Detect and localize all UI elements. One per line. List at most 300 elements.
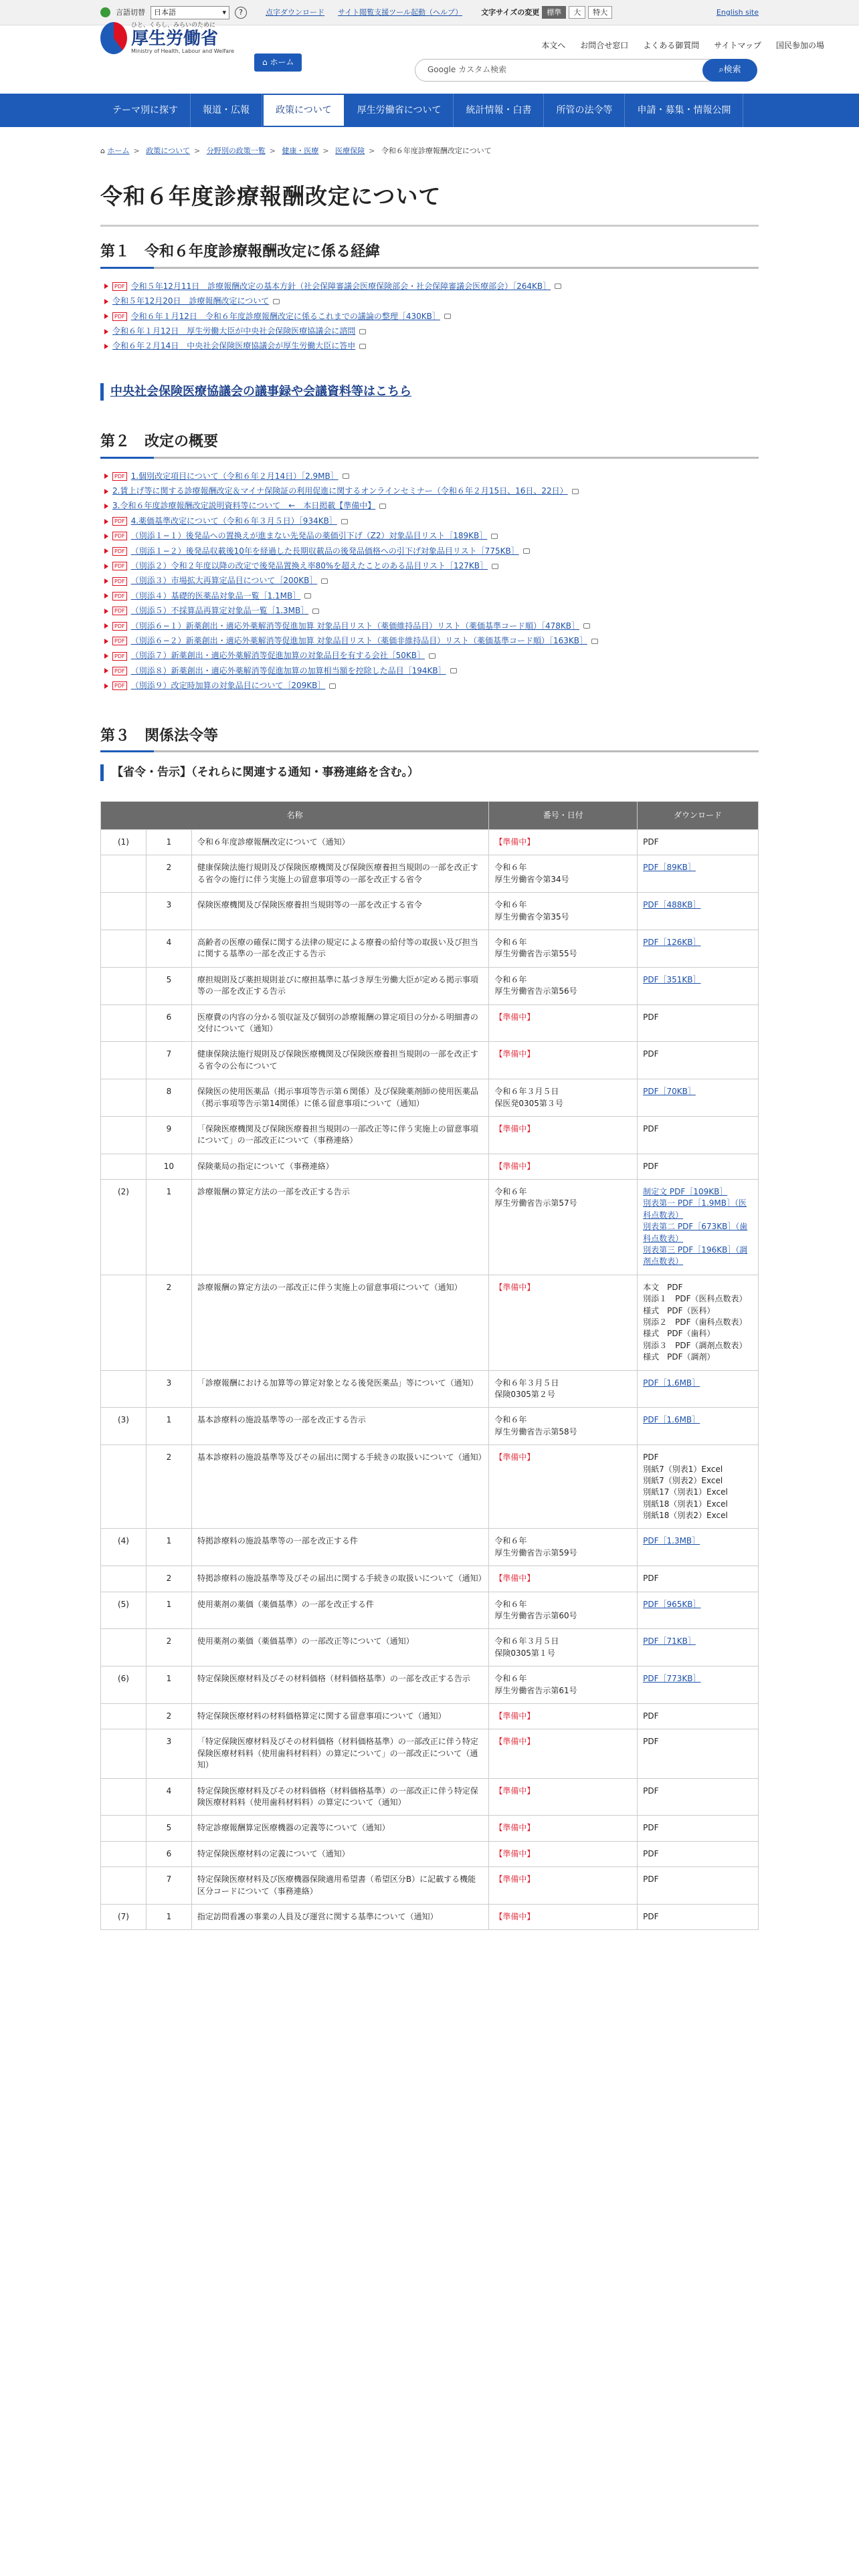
table-header-row bbox=[101, 802, 759, 830]
row-download[interactable] bbox=[638, 1042, 759, 1079]
row-group bbox=[101, 1370, 147, 1408]
row-download-text[interactable]: PDF bbox=[643, 1574, 659, 1584]
external-window-icon bbox=[591, 639, 598, 644]
global-nav bbox=[0, 94, 859, 127]
row-name-text: 基本診療料の施設基準等及びその届出に関する手続きの取扱いについて（通知） bbox=[197, 1453, 486, 1463]
row-number-text: 4 bbox=[166, 1786, 172, 1796]
list-item bbox=[104, 486, 759, 497]
row-number-text: 1 bbox=[166, 1674, 172, 1684]
row-ref bbox=[489, 1180, 638, 1275]
external-window-icon bbox=[329, 683, 336, 689]
row-number bbox=[146, 1529, 191, 1566]
logo-english: Ministry of Health, Labour and Welfare bbox=[131, 48, 235, 55]
row-ref bbox=[489, 1729, 638, 1778]
bullet-arrow-icon bbox=[104, 609, 108, 614]
bullet-arrow-icon bbox=[104, 299, 108, 304]
row-group bbox=[101, 1154, 147, 1179]
row-ref-text: 令和６年 厚生労働省令第35号 bbox=[494, 900, 569, 922]
row-number bbox=[146, 1566, 191, 1592]
row-ref-text: 【準備中】 bbox=[494, 1049, 535, 1059]
bullet-arrow-icon bbox=[104, 489, 108, 494]
list-link[interactable]: 令和５年12月20日 診療報酬改定について bbox=[112, 296, 270, 306]
list-item bbox=[104, 530, 759, 542]
search-input[interactable]: Google カスタム検索 bbox=[415, 59, 749, 82]
row-ref bbox=[489, 1841, 638, 1866]
row-download-text[interactable]: 本文 PDF 別添１ PDF（医科点数表） 様式 PDF（医科） 別添２ PDF（歯科点数表） 様式 PDF（歯科） 別添３ PDF（調剤点数表） 様式 PDF（調剤） bbox=[643, 1282, 747, 1362]
pdf-icon: PDF bbox=[112, 652, 127, 661]
table-row bbox=[101, 1529, 759, 1566]
col-number-header: 番号・日付 bbox=[489, 802, 638, 830]
row-group-text: (7) bbox=[117, 1911, 129, 1921]
row-download-text[interactable]: PDF bbox=[643, 1848, 659, 1858]
row-number bbox=[146, 855, 191, 893]
list-link[interactable]: （別添９）改定時加算の対象品目について［209KB］ bbox=[130, 681, 326, 691]
list-link[interactable]: （別添１−２）後発品収載後10年を経過した長期収載品の後発品価格への引下げ対象品目リスト［775KB］ bbox=[130, 546, 519, 556]
row-number-text: 2 bbox=[166, 863, 172, 873]
row-download[interactable] bbox=[638, 1904, 759, 1929]
row-ref bbox=[489, 1042, 638, 1079]
row-ref-text: 令和６年 厚生労働省告示第60号 bbox=[494, 1599, 577, 1621]
table-row bbox=[101, 1154, 759, 1179]
bullet-arrow-icon bbox=[104, 668, 108, 673]
row-number-text: 2 bbox=[166, 1282, 172, 1292]
external-window-icon bbox=[429, 653, 436, 659]
row-number bbox=[146, 1180, 191, 1275]
pdf-icon: PDF bbox=[112, 607, 127, 615]
breadcrumb: ⌂ ホーム > 政策について > 分野別の政策一覧 > 健康・医療 > 医療保険 > 令和６年度診療報酬改定について bbox=[100, 146, 492, 155]
row-download[interactable] bbox=[638, 855, 759, 893]
row-name bbox=[191, 1729, 488, 1778]
row-number bbox=[146, 1729, 191, 1778]
row-number-text: 1 bbox=[166, 837, 172, 847]
row-download[interactable] bbox=[638, 1816, 759, 1841]
table-row bbox=[101, 1629, 759, 1667]
help-icon[interactable]: ? bbox=[235, 7, 247, 19]
external-window-icon bbox=[312, 609, 319, 614]
public-participation-link[interactable]: 国民参加の場 bbox=[775, 41, 824, 50]
search-button[interactable] bbox=[702, 59, 757, 82]
table-row bbox=[101, 1180, 759, 1275]
row-group bbox=[101, 1275, 147, 1370]
table-row bbox=[101, 1904, 759, 1929]
row-download[interactable] bbox=[638, 1566, 759, 1592]
nav-item-about[interactable]: 厚生労働省について bbox=[345, 94, 454, 127]
list-link[interactable]: （別添６−１）新薬創出・適応外薬解消等促進加算 対象品目リスト（薬価維持品目）リスト（薬価基準コード順）［478KB］ bbox=[130, 621, 579, 631]
row-download-text[interactable]: PDF 別紙7（別表1）Excel 別紙7（別表2）Excel 別紙17（別表1）Excel 別紙18（別表1）Excel 別紙18（別表2）Excel bbox=[643, 1453, 728, 1521]
row-number-text: 2 bbox=[166, 1711, 172, 1721]
row-group bbox=[101, 1529, 147, 1566]
language-value: 日本語 bbox=[154, 7, 176, 17]
table-row bbox=[101, 967, 759, 1004]
row-download[interactable] bbox=[638, 1004, 759, 1042]
row-download[interactable] bbox=[638, 1778, 759, 1816]
row-download-text[interactable]: PDF bbox=[643, 1874, 659, 1885]
row-ref-text: 【準備中】 bbox=[494, 1282, 535, 1292]
row-ref-text: 【準備中】 bbox=[494, 1012, 535, 1022]
list-link[interactable]: （別添８）新薬創出・適応外薬解消等促進加算の加算相当額を控除した品目［194KB］ bbox=[130, 665, 446, 675]
list-item bbox=[104, 680, 759, 691]
breadcrumb-policy[interactable]: 政策について bbox=[146, 146, 190, 155]
list-link[interactable]: （別添１−１）後発品への置換えが進まない先発品の薬価引下げ（Z2）対象品目リスト［189KB］ bbox=[130, 531, 488, 541]
external-window-icon bbox=[583, 623, 590, 629]
external-window-icon bbox=[450, 668, 457, 673]
search-icon: ⌕ bbox=[719, 64, 724, 75]
contact-link[interactable]: お問合せ窓口 bbox=[580, 41, 629, 50]
row-download[interactable] bbox=[638, 1275, 759, 1370]
pdf-icon: PDF bbox=[112, 622, 127, 631]
nav-item-applications[interactable]: 申請・募集・情報公開 bbox=[625, 94, 743, 127]
row-ref bbox=[489, 967, 638, 1004]
row-ref bbox=[489, 1079, 638, 1117]
row-name bbox=[191, 1370, 488, 1408]
row-download-text[interactable]: PDF bbox=[643, 837, 659, 847]
row-download[interactable] bbox=[638, 1180, 759, 1275]
nav-item-statistics[interactable]: 統計情報・白書 bbox=[454, 94, 544, 127]
row-download[interactable] bbox=[638, 967, 759, 1004]
row-number-text: 1 bbox=[166, 1415, 172, 1425]
row-number bbox=[146, 1816, 191, 1841]
row-name-text: 保険医の使用医薬品（掲示事項等告示第６関係）及び保険薬剤師の使用医薬品（掲示事項等告示第14関係）に係る留意事項について（通知） bbox=[197, 1087, 478, 1108]
skip-to-content-link[interactable]: 本文へ bbox=[541, 41, 566, 50]
row-name-text: 診療報酬の算定方法の一部改正に伴う実施上の留意事項について（通知） bbox=[197, 1282, 462, 1292]
row-name bbox=[191, 1180, 488, 1275]
row-group bbox=[101, 1778, 147, 1816]
row-name-text: 使用薬剤の薬価（薬価基準）の一部改正等について（通知） bbox=[197, 1636, 414, 1646]
external-window-icon bbox=[321, 578, 328, 584]
pdf-icon: PDF bbox=[112, 562, 127, 570]
home-button[interactable] bbox=[254, 53, 302, 72]
row-ref bbox=[489, 1667, 638, 1704]
row-number-text: 6 bbox=[166, 1012, 172, 1022]
bullet-arrow-icon bbox=[104, 504, 108, 509]
table-row bbox=[101, 830, 759, 855]
nav-item-press[interactable]: 報道・広報 bbox=[191, 94, 262, 127]
row-download[interactable] bbox=[638, 1408, 759, 1445]
list-link[interactable]: 2.賃上げ等に関する診療報酬改定＆マイナ保険証の利用促進に関するオンラインセミナー（令和６年２月15日、16日、22日） bbox=[112, 486, 568, 496]
row-number bbox=[146, 1667, 191, 1704]
nav-item-laws[interactable]: 所管の法令等 bbox=[544, 94, 625, 127]
row-ref-text: 令和６年 厚生労働省告示第59号 bbox=[494, 1536, 577, 1558]
row-download-text[interactable]: PDF bbox=[643, 1123, 659, 1134]
main-content bbox=[100, 181, 759, 1930]
font-size-large[interactable]: 大 bbox=[569, 6, 585, 19]
row-group-text: (4) bbox=[117, 1536, 129, 1546]
bullet-arrow-icon bbox=[104, 314, 108, 319]
section-1-title: 第１ 令和６年度診療報酬改定に係る経緯 bbox=[100, 241, 759, 269]
row-download-text[interactable]: PDF［1.6MB］ bbox=[643, 1378, 700, 1388]
row-name-text: 指定訪問看護の事業の人員及び運営に関する基準について（通知） bbox=[197, 1911, 438, 1921]
list-item bbox=[104, 591, 759, 602]
row-number bbox=[146, 1867, 191, 1905]
row-number bbox=[146, 1116, 191, 1154]
row-group bbox=[101, 855, 147, 893]
list-item bbox=[104, 340, 759, 352]
pdf-icon: PDF bbox=[112, 547, 127, 556]
nav-item-theme[interactable]: テーマ別に探す bbox=[100, 94, 191, 127]
row-ref-text: 令和６年 厚生労働省告示第61号 bbox=[494, 1674, 577, 1695]
list-item bbox=[104, 560, 759, 572]
row-number bbox=[146, 1904, 191, 1929]
braille-download-link[interactable]: 点字ダウンロード bbox=[266, 7, 324, 17]
row-download-text[interactable]: PDF bbox=[643, 1711, 659, 1721]
row-group-text: (5) bbox=[117, 1599, 129, 1609]
row-name-text: 「診療報酬における加算等の算定対象となる後発医薬品」等について（通知） bbox=[197, 1378, 478, 1388]
row-download-text[interactable]: PDF［1.3MB］ bbox=[643, 1536, 700, 1546]
row-download-text[interactable]: PDF［965KB］ bbox=[643, 1599, 701, 1609]
font-size-standard[interactable]: 標準 bbox=[542, 6, 566, 19]
row-download-text[interactable]: PDF［89KB］ bbox=[643, 863, 696, 873]
row-ref-text: 【準備中】 bbox=[494, 1123, 535, 1134]
section-2-list bbox=[104, 471, 759, 692]
logo-tagline: ひと、くらし、みらいのために bbox=[131, 22, 216, 29]
external-window-icon bbox=[343, 473, 349, 479]
row-number-text: 7 bbox=[166, 1049, 172, 1059]
row-name bbox=[191, 1445, 488, 1529]
row-name bbox=[191, 1904, 488, 1929]
table-row bbox=[101, 1370, 759, 1408]
row-ref-text: 【準備中】 bbox=[494, 1453, 535, 1463]
chevron-down-icon: ▾ bbox=[222, 7, 226, 17]
row-download-text[interactable]: PDF［71KB］ bbox=[643, 1636, 696, 1646]
row-ref-text: 令和６年３月５日 保険0305第１号 bbox=[494, 1636, 559, 1658]
row-group bbox=[101, 1116, 147, 1154]
faq-link[interactable]: よくある御質問 bbox=[643, 41, 700, 50]
row-group bbox=[101, 1629, 147, 1667]
external-window-icon bbox=[341, 519, 348, 524]
row-download-text[interactable]: PDF bbox=[643, 1049, 659, 1059]
row-download[interactable] bbox=[638, 1079, 759, 1117]
row-ref bbox=[489, 930, 638, 968]
row-ref bbox=[489, 1703, 638, 1729]
row-name bbox=[191, 967, 488, 1004]
row-number bbox=[146, 930, 191, 968]
row-group bbox=[101, 1079, 147, 1117]
list-link[interactable]: 1.個別改定項目について（令和６年２月14日）［2.9MB］ bbox=[130, 471, 339, 481]
row-download[interactable] bbox=[638, 1667, 759, 1704]
row-ref bbox=[489, 1904, 638, 1929]
section-2-title: 第２ 改定の概要 bbox=[100, 431, 759, 459]
row-name bbox=[191, 830, 488, 855]
row-number bbox=[146, 1629, 191, 1667]
row-download-text[interactable]: PDF［70KB］ bbox=[643, 1087, 696, 1097]
row-download-text[interactable]: PDF［1.6MB］ bbox=[643, 1415, 700, 1425]
row-ref bbox=[489, 1592, 638, 1629]
row-download[interactable] bbox=[638, 1116, 759, 1154]
home-icon: ⌂ bbox=[262, 58, 270, 67]
row-ref bbox=[489, 830, 638, 855]
list-link[interactable]: （別添４）基礎的医薬品対象品一覧［1.1MB］ bbox=[130, 591, 301, 601]
language-select[interactable] bbox=[151, 6, 229, 19]
row-download[interactable] bbox=[638, 1370, 759, 1408]
list-link[interactable]: （別添２）令和２年度以降の改定で後発品置換え率80%を超えたことのある品目リスト［127KB］ bbox=[130, 561, 488, 571]
list-link[interactable]: （別添３）市場拡大再算定品目について［200KB］ bbox=[130, 576, 318, 586]
bullet-arrow-icon bbox=[104, 564, 108, 569]
row-download[interactable] bbox=[638, 1841, 759, 1866]
row-name-text: 「保険医療機関及び保険医療養担当規則の一部改正等に伴う実施上の留意事項について」の一部改正について（事務連絡） bbox=[197, 1123, 478, 1146]
row-download[interactable] bbox=[638, 1529, 759, 1566]
row-ref bbox=[489, 1867, 638, 1905]
row-number-text: 7 bbox=[166, 1874, 172, 1885]
pdf-icon: PDF bbox=[112, 637, 127, 645]
row-ref-text: 令和６年 厚生労働省告示第55号 bbox=[494, 938, 577, 959]
pdf-icon: PDF bbox=[112, 282, 127, 291]
bullet-arrow-icon bbox=[104, 639, 108, 644]
table-row bbox=[101, 1566, 759, 1592]
sitemap-link[interactable]: サイトマップ bbox=[714, 41, 761, 50]
bullet-arrow-icon bbox=[104, 578, 108, 584]
chuikyo-link[interactable]: 中央社会保険医療協議会の議事録や会議資料等はこちら bbox=[110, 384, 411, 399]
external-window-icon bbox=[379, 504, 386, 509]
row-ref-text: 令和６年 厚生労働省告示第56号 bbox=[494, 974, 577, 996]
logo-name: 厚生労働省 bbox=[131, 29, 219, 49]
font-size-xlarge[interactable]: 特大 bbox=[588, 6, 612, 19]
list-item bbox=[104, 605, 759, 617]
row-download-text[interactable]: PDF［773KB］ bbox=[643, 1674, 701, 1684]
breadcrumb-insurance[interactable]: 医療保険 bbox=[335, 146, 365, 155]
list-item bbox=[104, 621, 759, 632]
row-download-text[interactable]: 制定文 PDF［109KB］ 別表第一 PDF［1.9MB］（医科点数表） 別表第二 PDF［673KB］（歯科点数表） 別表第三 PDF［196KB］（調剤点数表） bbox=[643, 1187, 748, 1267]
list-link[interactable]: 4.薬価基準改定について（令和６年３月５日）［934KB］ bbox=[130, 516, 337, 526]
row-download-text[interactable]: PDF［351KB］ bbox=[643, 974, 701, 984]
table-row bbox=[101, 1004, 759, 1042]
table-row bbox=[101, 855, 759, 893]
row-download-text[interactable]: PDF［126KB］ bbox=[643, 938, 701, 948]
list-link[interactable]: （別添５）不採算品再算定対象品一覧［1.3MB］ bbox=[130, 606, 309, 616]
row-download[interactable] bbox=[638, 1703, 759, 1729]
row-group-text: (1) bbox=[117, 837, 129, 847]
list-link[interactable]: 令和６年２月14日 中央社会保険医療協議会が厚生労働大臣に答申 bbox=[112, 341, 356, 351]
row-number bbox=[146, 1445, 191, 1529]
breadcrumb-health[interactable]: 健康・医療 bbox=[282, 146, 319, 155]
row-name bbox=[191, 1667, 488, 1704]
list-link[interactable]: 令和６年１月12日 令和６年度診療報酬改定に係るこれまでの議論の整理［430KB］ bbox=[130, 311, 440, 321]
row-ref-text: 【準備中】 bbox=[494, 1737, 535, 1747]
row-name-text: 高齢者の医療の確保に関する法律の規定による療養の給付等の取扱い及び担当に関する基準の一部を改正する告示 bbox=[197, 938, 478, 959]
row-number bbox=[146, 1079, 191, 1117]
bullet-arrow-icon bbox=[104, 534, 108, 539]
row-ref-text: 【準備中】 bbox=[494, 1823, 535, 1833]
list-item bbox=[104, 650, 759, 661]
list-link[interactable]: 令和６年１月12日 厚生労働大臣が中央社会保険医療協議会に諮問 bbox=[112, 326, 356, 336]
row-number-text: 2 bbox=[166, 1636, 172, 1646]
row-ref-text: 【準備中】 bbox=[494, 1161, 535, 1171]
list-item bbox=[104, 546, 759, 557]
row-ref bbox=[489, 1408, 638, 1445]
row-number bbox=[146, 1408, 191, 1445]
site-logo[interactable] bbox=[100, 21, 234, 56]
table-row bbox=[101, 1816, 759, 1841]
row-ref bbox=[489, 1116, 638, 1154]
accessibility-tool-link[interactable]: サイト閲覧支援ツール起動（ヘルプ） bbox=[338, 7, 463, 17]
row-number bbox=[146, 1592, 191, 1629]
row-group bbox=[101, 967, 147, 1004]
row-name-text: 特掲診療料の施設基準等の一部を改正する件 bbox=[197, 1536, 358, 1546]
row-ref-text: 令和６年 厚生労働省告示第57号 bbox=[494, 1187, 577, 1208]
row-group bbox=[101, 1042, 147, 1079]
pdf-icon: PDF bbox=[112, 592, 127, 601]
list-item bbox=[104, 311, 759, 322]
english-site-link[interactable]: English site bbox=[716, 7, 759, 17]
pdf-icon: PDF bbox=[112, 667, 127, 675]
row-ref bbox=[489, 1154, 638, 1179]
home-label: ホーム bbox=[270, 58, 294, 67]
row-name-text: 健康保険法施行規則及び保険医療機関及び保険医療養担当規則の一部を改正する省令の施行に伴う実施上の留意事項等の一部を改正する省令 bbox=[197, 863, 478, 884]
bullet-arrow-icon bbox=[104, 683, 108, 689]
row-download-text[interactable]: PDF bbox=[643, 1161, 659, 1171]
row-download[interactable] bbox=[638, 1729, 759, 1778]
table-row bbox=[101, 1042, 759, 1079]
row-download-text[interactable]: PDF bbox=[643, 1786, 659, 1796]
table-row bbox=[101, 1408, 759, 1445]
row-download[interactable] bbox=[638, 830, 759, 855]
row-download-text[interactable]: PDF bbox=[643, 1012, 659, 1022]
external-window-icon bbox=[304, 593, 311, 599]
table-row bbox=[101, 1275, 759, 1370]
row-name bbox=[191, 1592, 488, 1629]
bullet-arrow-icon bbox=[104, 473, 108, 479]
row-name bbox=[191, 1778, 488, 1816]
row-group bbox=[101, 1592, 147, 1629]
list-link[interactable]: （別添６−２）新薬創出・適応外薬解消等促進加算 対象品目リスト（薬価非維持品目）リスト（薬価基準コード順）［163KB］ bbox=[130, 635, 587, 645]
row-ref-text: 【準備中】 bbox=[494, 1786, 535, 1796]
row-number bbox=[146, 893, 191, 930]
row-name bbox=[191, 855, 488, 893]
row-number-text: 4 bbox=[166, 938, 172, 948]
row-name-text: 特定保険医療材料の材料価格算定に関する留意事項について（通知） bbox=[197, 1711, 446, 1721]
row-download[interactable] bbox=[638, 1154, 759, 1179]
row-group bbox=[101, 930, 147, 968]
col-download-header: ダウンロード bbox=[638, 802, 759, 830]
row-download-text[interactable]: PDF bbox=[643, 1737, 659, 1747]
row-ref bbox=[489, 1529, 638, 1566]
row-group bbox=[101, 1667, 147, 1704]
breadcrumb-fields[interactable]: 分野別の政策一覧 bbox=[206, 146, 266, 155]
language-label: 言語切替 bbox=[116, 7, 145, 17]
row-download[interactable] bbox=[638, 1629, 759, 1667]
list-link[interactable]: 3.令和６年度診療報酬改定説明資料等について ← 本日掲載【準備中】 bbox=[112, 501, 376, 511]
bullet-arrow-icon bbox=[104, 344, 108, 349]
list-link[interactable]: 令和５年12月11日 診療報酬改定の基本方針（社会保障審議会医療保険部会・社会保障審議会医療部会）［264KB］ bbox=[130, 281, 551, 291]
row-name bbox=[191, 930, 488, 968]
breadcrumb-home[interactable]: ホーム bbox=[107, 146, 130, 155]
row-ref-text: 【準備中】 bbox=[494, 1848, 535, 1858]
row-name bbox=[191, 1841, 488, 1866]
row-download[interactable] bbox=[638, 893, 759, 930]
row-number bbox=[146, 1275, 191, 1370]
row-download[interactable] bbox=[638, 1445, 759, 1529]
row-ref-text: 【準備中】 bbox=[494, 1874, 535, 1885]
row-download-text[interactable]: PDF bbox=[643, 1911, 659, 1921]
row-name-text: 特定保険医療材料及びその材料価格（材料価格基準）の一部を改正する告示 bbox=[197, 1674, 470, 1684]
external-window-icon bbox=[273, 299, 280, 304]
row-download[interactable] bbox=[638, 1867, 759, 1905]
row-download-text[interactable]: PDF bbox=[643, 1823, 659, 1833]
row-download-text[interactable]: PDF［488KB］ bbox=[643, 900, 701, 910]
nav-item-policy[interactable]: 政策について bbox=[262, 94, 345, 127]
row-download[interactable] bbox=[638, 1592, 759, 1629]
list-link[interactable]: （別添７）新薬創出・適応外薬解消等促進加算の対象品目を有する会社［50KB］ bbox=[130, 651, 425, 661]
row-group-text: (3) bbox=[117, 1415, 129, 1425]
row-name bbox=[191, 1004, 488, 1042]
row-name bbox=[191, 1116, 488, 1154]
row-name bbox=[191, 1867, 488, 1905]
row-number-text: 9 bbox=[166, 1123, 172, 1134]
row-number-text: 1 bbox=[166, 1536, 172, 1546]
row-group-text: (6) bbox=[117, 1674, 129, 1684]
row-group bbox=[101, 893, 147, 930]
row-download[interactable] bbox=[638, 930, 759, 968]
row-ref bbox=[489, 1566, 638, 1592]
